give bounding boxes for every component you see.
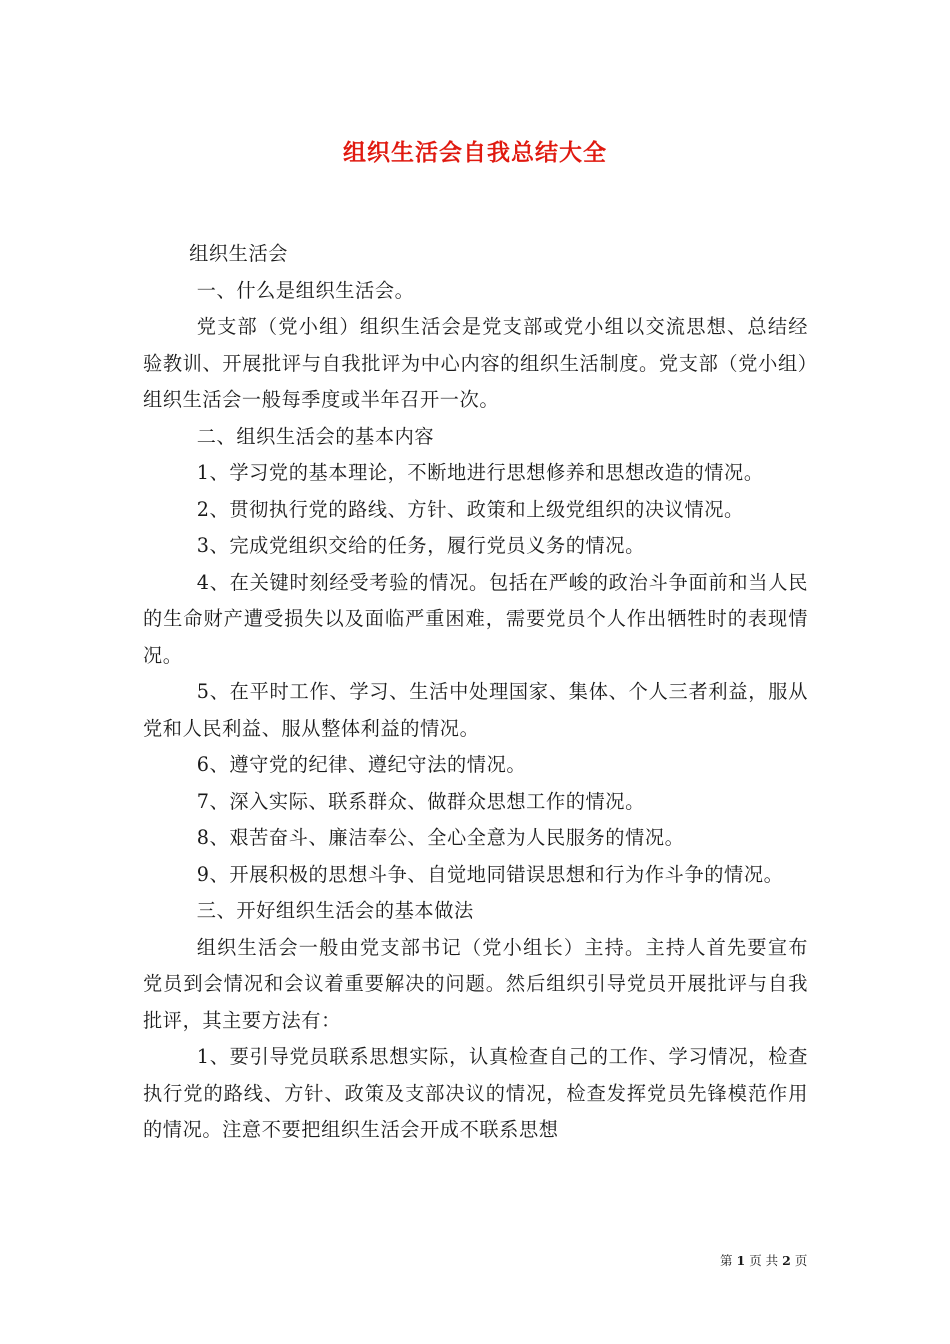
document-body xyxy=(143,236,808,1149)
paragraph: 党支部（党小组）组织生活会是党支部或党小组以交流思想、总结经验教训、开展批评与自我批评为中心内容的组织生活制度。党支部（党小组）组织生活会一般每季度或半年召开一次。 xyxy=(143,315,808,411)
paragraph: 2、贯彻执行党的路线、方针、政策和上级党组织的决议情况。 xyxy=(196,497,744,521)
page-title: 组织生活会自我总结大全 xyxy=(343,140,607,166)
current-page-number: 1 xyxy=(736,1253,746,1268)
footer-suffix: 页 xyxy=(794,1253,808,1268)
total-pages-number: 2 xyxy=(782,1253,791,1268)
paragraph: 8、艰苦奋斗、廉洁奉公、全心全意为人民服务的情况。 xyxy=(196,826,685,849)
paragraph: 4、在关键时刻经受考验的情况。包括在严峻的政治斗争面前和当人民的生命财产遭受损失以及面临严重困难，需要党员个人作出牺牲时的表现情况。 xyxy=(143,570,808,667)
paragraph: 二、组织生活会的基本内容 xyxy=(196,424,435,448)
paragraph: 3、完成党组织交给的任务，履行党员义务的情况。 xyxy=(196,534,645,557)
footer-middle: 页 共 xyxy=(749,1253,779,1268)
paragraph: 组织生活会 xyxy=(189,242,289,265)
footer-prefix: 第 xyxy=(720,1253,733,1268)
paragraph: 1、学习党的基本理论，不断地进行思想修养和思想改造的情况。 xyxy=(196,461,764,484)
paragraph: 5、在平时工作、学习、生活中处理国家、集体、个人三者利益，服从党和人民利益、服从整体利益的情况。 xyxy=(143,680,808,740)
paragraph: 1、要引导党员联系思想实际，认真检查自己的工作、学习情况，检查执行党的路线、方针、政策及支部决议的情况，检查发挥党员先锋模范作用的情况。注意不要把组织生活会开成不联系思想 xyxy=(143,1045,808,1141)
paragraph: 7、深入实际、联系群众、做群众思想工作的情况。 xyxy=(196,789,645,813)
paragraph: 一、什么是组织生活会。 xyxy=(196,278,415,302)
paragraph: 三、开好组织生活会的基本做法 xyxy=(196,899,474,922)
paragraph: 6、遵守党的纪律、遵纪守法的情况。 xyxy=(196,753,527,776)
paragraph: 组织生活会一般由党支部书记（党小组长）主持。主持人首先要宣布党员到会情况和会议着重要解决的问题。然后组织引导党员开展批评与自我批评，其主要方法有： xyxy=(143,935,808,1032)
page-footer xyxy=(720,1251,807,1269)
paragraph: 9、开展积极的思想斗争、自觉地同错误思想和行为作斗争的情况。 xyxy=(196,862,784,886)
